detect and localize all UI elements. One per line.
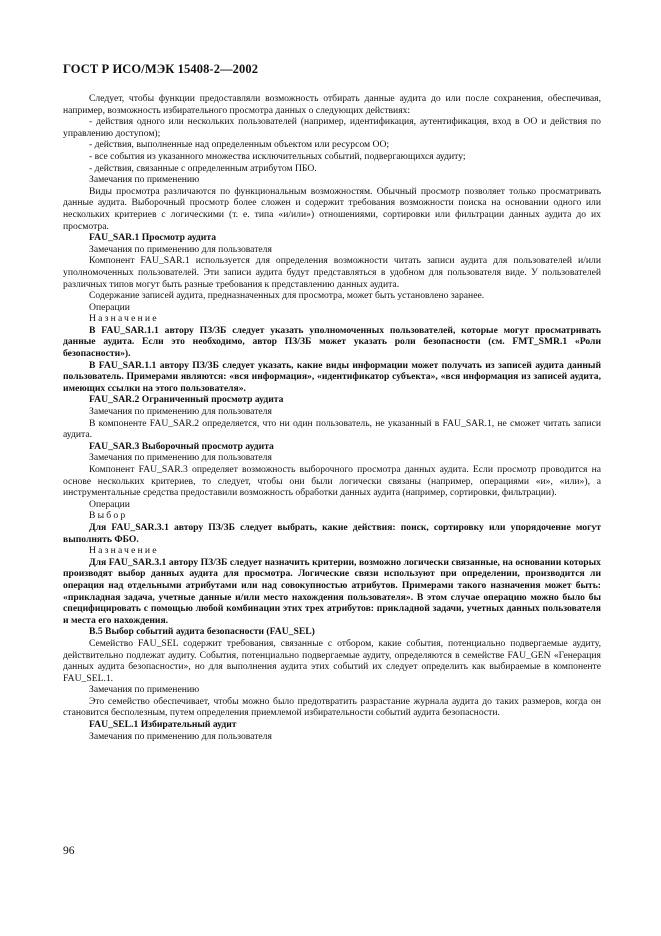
operation-label: Назначение bbox=[89, 313, 159, 325]
operation-label: Назначение bbox=[89, 545, 159, 557]
paragraph: Виды просмотра различаются по функциональным возможностям. Обычный просмотр позволяет только просматривать данные аудита. Выборочный просмотр более сложен и содержит требования возможности поиска на основании одного или нескольких критериев с логическими (т. е. типа «и/или») отношениями, сортировки или фильтрации данных аудита до их просмотра. bbox=[63, 185, 601, 232]
section-heading: FAU_SEL.1 Избирательный аудит bbox=[89, 719, 237, 731]
paragraph-label: Замечания по применению bbox=[89, 174, 200, 186]
list-item: - действия, связанные с определенным атрибутом ПБО. bbox=[89, 162, 317, 174]
list-item: - действия, выполненные над определенным объектом или ресурсом ОО; bbox=[89, 139, 390, 151]
paragraph-bold: В FAU_SAR.1.1 автору ПЗ/ЗБ следует указать, какие виды информации может получать из записей аудита данный пользователь. Примерами являются: «вся информация», «идентификатор субъекта», «вся информация из записей аудита, имеющих ссылки на этого пользователя». bbox=[63, 359, 601, 394]
paragraph: Следует, чтобы функции предоставляли возможность отбирать данные аудита до или после сохранения, обеспечивая, например, возможность избирательного просмотра данных о следующих действиях: bbox=[63, 93, 601, 116]
page-header-title: ГОСТ Р ИСО/МЭК 15408-2—2002 bbox=[63, 62, 259, 76]
paragraph: Это семейство обеспечивает, чтобы можно было предотвратить разрастание журнала аудита до таких размеров, когда он становится бесполезным, путем определения приемлемой избирательности событий аудита безопасности. bbox=[63, 695, 601, 719]
paragraph: Компонент FAU_SAR.1 используется для определения возможности читать записи аудита для пользователей и/или уполномоченных пользователей. Эти записи аудита будут представляться в удобном для пользователя виде. У пользователей различных типов могут быть разные требования к представлению данных аудита. bbox=[63, 255, 601, 290]
list-item: - действия одного или нескольких пользователей (например, идентификация, аутентификация, вход в ОО и действия по управлению доступом); bbox=[63, 116, 601, 139]
page-number: 96 bbox=[63, 845, 75, 857]
paragraph-label: Замечания по применению для пользователя bbox=[89, 406, 272, 418]
paragraph-label: Замечания по применению для пользователя bbox=[89, 452, 272, 464]
paragraph: Компонент FAU_SAR.3 определяет возможность выборочного просмотра данных аудита. Если просмотр проводится на основе нескольких критериев, то следует, чтобы они были логически связаны (например, операциями «и», «или»), а инструментальные средства предоставили возможность обработки данных аудита (например, сортировки, фильтрации). bbox=[63, 464, 601, 499]
document-body bbox=[63, 93, 601, 742]
paragraph: Семейство FAU_SEL содержит требования, связанные с отбором, какие события, потенциально подвергаемые аудиту, действительно подлежат аудиту. События, потенциально подвергаемые аудиту, определяются в семействе FAU_GEN «Генерация данных аудита безопасности», но для выполнения аудита этих событий их следует определить как выбираемые в компоненте FAU_SEL.1. bbox=[63, 637, 601, 684]
paragraph-label: Замечания по применению для пользователя bbox=[89, 730, 272, 742]
paragraph-label: Замечания по применению bbox=[89, 684, 200, 696]
paragraph: В компоненте FAU_SAR.2 определяется, что ни один пользователь, не указанный в FAU_SAR.1, не сможет читать записи аудита. bbox=[63, 417, 601, 441]
section-heading: В.5 Выбор событий аудита безопасности (FAU_SEL) bbox=[89, 626, 315, 638]
paragraph-label: Замечания по применению для пользователя bbox=[89, 243, 272, 255]
paragraph-bold: В FAU_SAR.1.1 автору ПЗ/ЗБ следует указать уполномоченных пользователей, которые могут просматривать данные аудита. Если это необходимо, автор ПЗ/ЗБ может указать роли безопасности (см. FMT_SMR.1 «Роли безопасности»). bbox=[63, 324, 601, 360]
section-heading: FAU_SAR.2 Ограниченный просмотр аудита bbox=[89, 394, 284, 406]
paragraph-bold: Для FAU_SAR.3.1 автору ПЗ/ЗБ следует назначить критерии, возможно логически связанные, на основании которых производят выбор данных аудита для просмотра. Логические связи используют при определении, производится ли операция над отдельными атрибутами или над совокупностью атрибутов. Примерами такого назначения может быть: «прикладная задача, учетные данные и/или место нахождения пользователя». В этом случае операцию можно было бы специфицировать с помощью любой комбинации этих трех атрибутов: прикладной задачи, учетных данных пользователя и места его нахождения. bbox=[63, 556, 601, 626]
paragraph-label: Операции bbox=[89, 498, 130, 510]
operation-label: Выбор bbox=[89, 510, 128, 522]
list-item: - все события из указанного множества исключительных событий, подвергающихся аудиту; bbox=[89, 150, 466, 162]
paragraph-label: Операции bbox=[89, 301, 130, 313]
section-heading: FAU_SAR.3 Выборочный просмотр аудита bbox=[89, 440, 274, 452]
paragraph: Содержание записей аудита, предназначенных для просмотра, может быть установлено заранее. bbox=[89, 290, 485, 302]
section-heading: FAU_SAR.1 Просмотр аудита bbox=[89, 232, 217, 244]
paragraph-bold: Для FAU_SAR.3.1 автору ПЗ/ЗБ следует выбрать, какие действия: поиск, сортировку или упорядочение могут выполнять ФБО. bbox=[63, 521, 601, 545]
